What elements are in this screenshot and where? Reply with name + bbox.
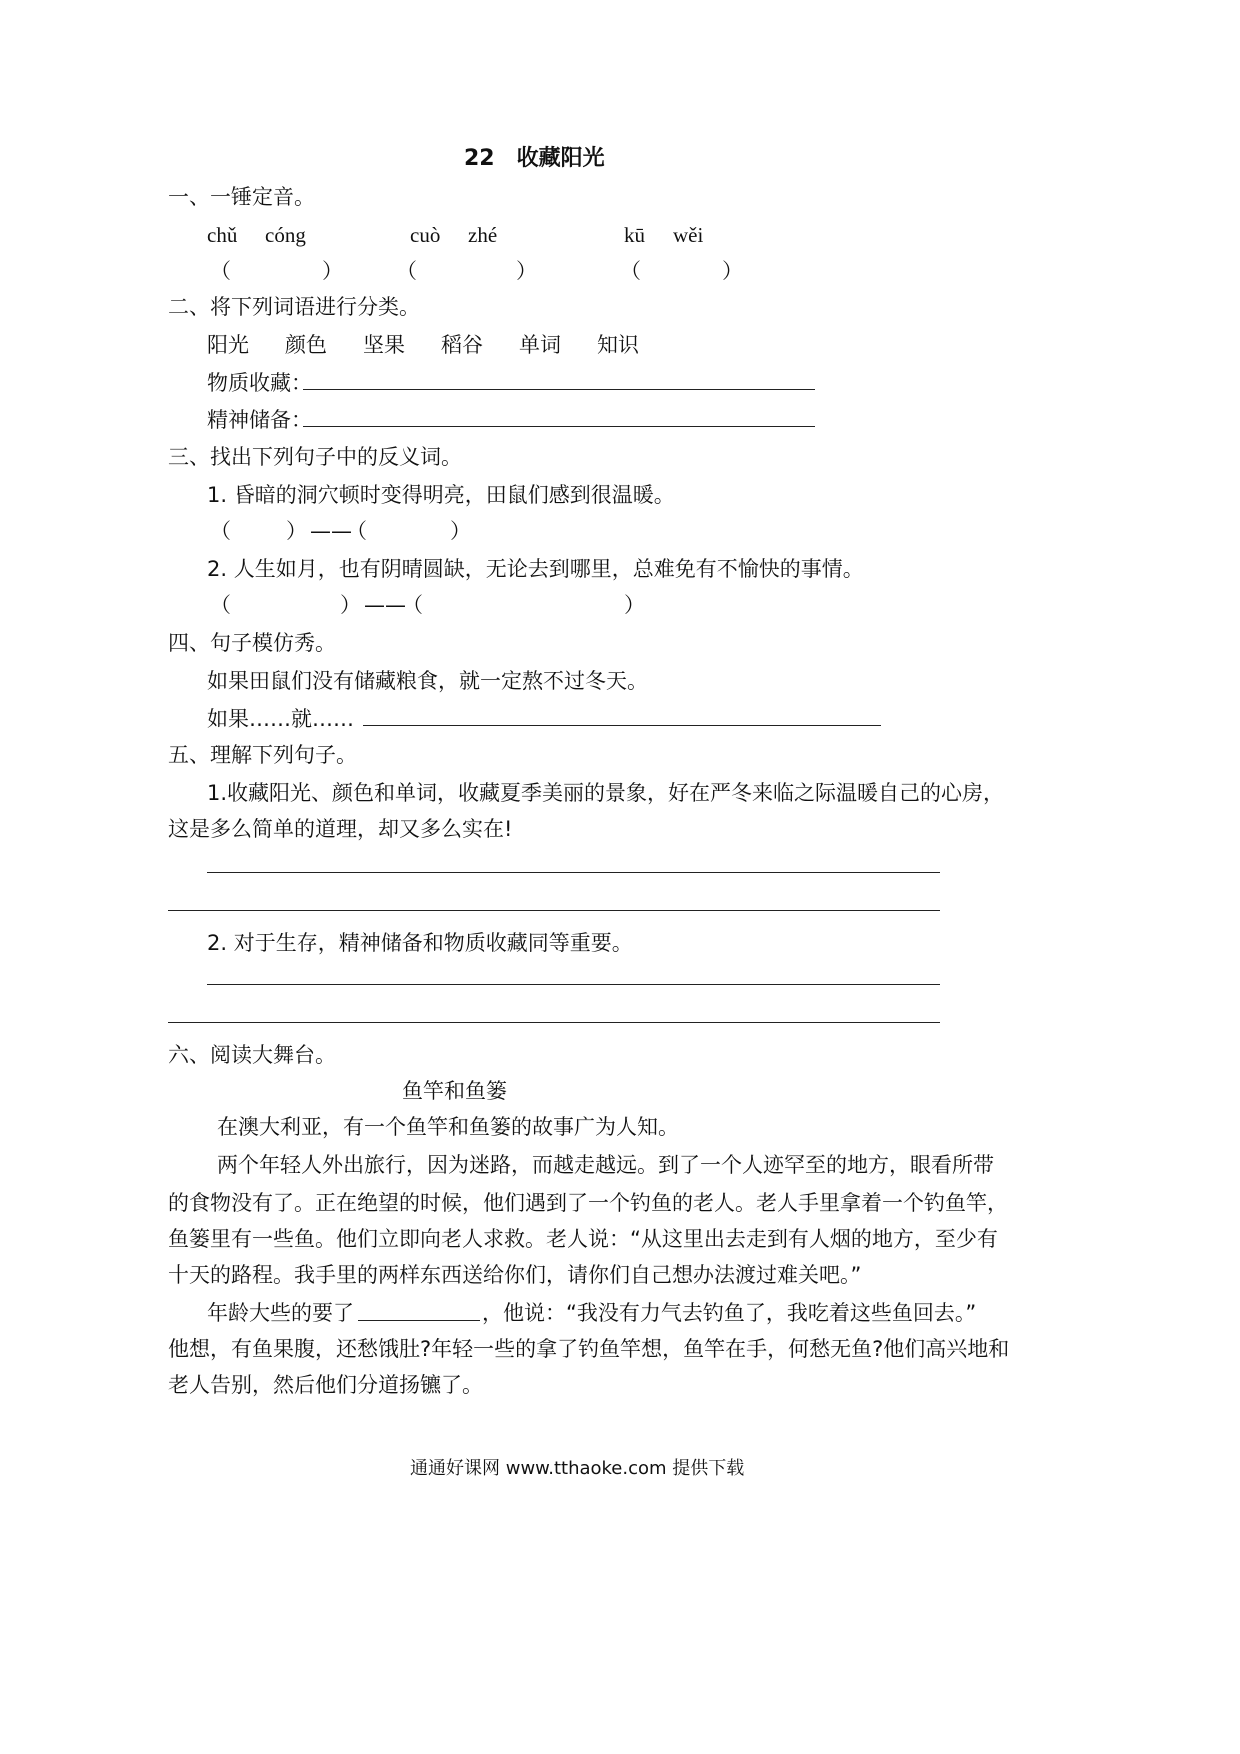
answer-paren-open: （ [402,593,423,617]
story-line: ，他说：“我没有力气去钓鱼了，我吃着这些鱼回去。” [482,1301,977,1325]
answer-paren-close: ） [340,593,361,617]
pinyin-2: cóng [265,223,306,247]
section-6-heading: 六、阅读大舞台。 [168,1043,336,1067]
story-line: 十天的路程。我手里的两样东西送给你们，请你们自己想办法渡过难关吧。” [168,1263,862,1287]
story-line: 的食物没有了。正在绝望的时候，他们遇到了一个钓鱼的老人。老人手里拿着一个钓鱼竿， [168,1191,1008,1215]
example-sentence: 如果田鼠们没有储藏粮食，就一定熬不过冬天。 [207,669,648,693]
answer-paren-open-2: （ [396,259,417,283]
story-paragraph-1: 在澳大利亚，有一个鱼竿和鱼篓的故事广为人知。 [217,1115,679,1139]
word-1: 阳光 [207,333,249,357]
answer-paren-close-3: ） [722,259,743,283]
answer-line[interactable] [168,910,940,911]
label-material: 物质收藏： [207,371,312,395]
page-title: 22 收藏阳光 [464,146,605,171]
pinyin-1: chǔ [207,223,238,247]
pattern-label: 如果……就…… [207,707,354,731]
answer-paren-close: ） [624,593,645,617]
answer-paren-open: （ [346,519,367,543]
word-5: 单词 [519,333,561,357]
answer-line[interactable] [207,984,940,985]
section-3-heading: 三、找出下列句子中的反义词。 [168,445,462,469]
section-4-heading: 四、句子模仿秀。 [168,631,336,655]
answer-paren-open-3: （ [620,259,641,283]
footer-text: 通通好课网 www.tthaoke.com 提供下载 [410,1458,745,1479]
word-3: 坚果 [363,333,405,357]
section-2-heading: 二、将下列词语进行分类。 [168,295,420,319]
answer-paren-open: （ [210,519,231,543]
pinyin-4: zhé [468,223,498,247]
sentence-5-1-line-1: 1.收藏阳光、颜色和单词，收藏夏季美丽的景象，好在严冬来临之际温暖自己的心房， [207,781,1005,805]
answer-line-material[interactable] [303,389,815,390]
pinyin-5: kū [624,223,645,247]
word-4: 稻谷 [441,333,483,357]
answer-paren-close-2: ） [516,259,537,283]
sentence-3-1: 1. 昏暗的洞穴顿时变得明亮，田鼠们感到很温暖。 [207,483,675,507]
section-1-heading: 一、一锤定音。 [168,185,315,209]
sentence-5-2: 2. 对于生存，精神储备和物质收藏同等重要。 [207,931,633,955]
answer-paren-open: （ [210,593,231,617]
answer-line[interactable] [168,1022,940,1023]
pinyin-3: cuò [410,223,441,247]
answer-paren-close-1: ） [322,259,343,283]
answer-paren-close: ） [286,519,307,543]
story-line: 年龄大些的要了 [207,1301,354,1325]
sentence-3-2: 2. 人生如月，也有阴晴圆缺，无论去到哪里，总难免有不愉快的事情。 [207,557,864,581]
pinyin-6: wěi [673,223,704,247]
story-line: 老人告别，然后他们分道扬镳了。 [168,1373,483,1397]
answer-line[interactable] [207,872,940,873]
word-6: 知识 [597,333,639,357]
story-title: 鱼竿和鱼篓 [402,1079,507,1103]
section-5-heading: 五、理解下列句子。 [168,743,357,767]
antonym-dash: —— [310,519,352,543]
antonym-dash: —— [364,593,406,617]
answer-blank-story[interactable] [358,1320,480,1321]
label-spirit: 精神储备： [207,408,312,432]
answer-line-imitation[interactable] [363,725,881,726]
sentence-5-1-line-2: 这是多么简单的道理，却又多么实在! [168,817,513,841]
story-line: 他想，有鱼果腹，还愁饿肚?年轻一些的拿了钓鱼竿想，鱼竿在手，何愁无鱼?他们高兴地和 [168,1337,1010,1361]
story-line: 鱼篓里有一些鱼。他们立即向老人求救。老人说：“从这里出去走到有人烟的地方，至少有 [168,1227,998,1251]
answer-paren-close: ） [450,519,471,543]
story-line: 两个年轻人外出旅行，因为迷路，而越走越远。到了一个人迹罕至的地方，眼看所带 [217,1153,994,1177]
answer-line-spirit[interactable] [303,426,815,427]
answer-paren-open-1: （ [210,259,231,283]
word-2: 颜色 [285,333,327,357]
